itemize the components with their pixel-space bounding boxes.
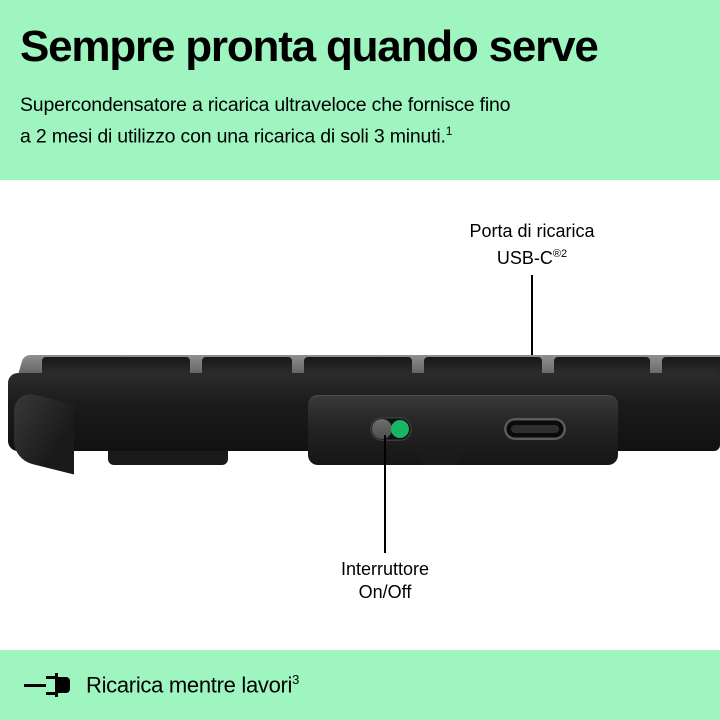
subheadline-footnote: 1 [445, 124, 453, 138]
product-image-stage [0, 180, 720, 650]
subheadline [20, 92, 700, 150]
callout-usb-c-footnote: ®2 [552, 248, 568, 260]
footer-caption-text: Ricarica mentre lavori [86, 672, 293, 698]
callout-usb-c-label [432, 220, 632, 270]
subheadline-line-1: Supercondensatore a ricarica ultraveloce che fornisce fino [20, 94, 511, 116]
callout-switch-line-2: On/Off [358, 582, 412, 602]
power-switch[interactable] [370, 417, 412, 441]
footer-caption-footnote: 3 [292, 671, 300, 687]
footer-band [0, 650, 720, 720]
keyboard-left-bevel [14, 390, 74, 475]
usb-c-port-inner [511, 425, 559, 433]
power-switch-knob [372, 419, 392, 439]
power-plug-head [57, 677, 70, 693]
header-band [0, 0, 720, 180]
footer-caption [86, 672, 299, 698]
callout-switch-label [285, 558, 485, 604]
callout-usb-c-line-2: USB-C [496, 248, 553, 268]
subheadline-line-2: a 2 mesi di utilizzo con una ricarica di soli 3 minuti. [20, 125, 446, 148]
callout-switch-leader-line [384, 435, 386, 553]
usb-c-port [504, 418, 566, 440]
keyboard-foot [420, 451, 460, 465]
keyboard-illustration [0, 355, 720, 495]
keyboard-body [8, 373, 720, 451]
keyboard-foot [108, 451, 228, 465]
power-plug-cord [24, 684, 46, 687]
callout-switch-line-1: Interruttore [340, 559, 430, 579]
callout-usb-c-line-1: Porta di ricarica [469, 221, 595, 241]
page-title: Sempre pronta quando serve [20, 22, 598, 71]
power-plug-icon [24, 670, 72, 700]
keyboard-rear-panel [308, 395, 618, 465]
power-switch-indicator [391, 420, 409, 438]
